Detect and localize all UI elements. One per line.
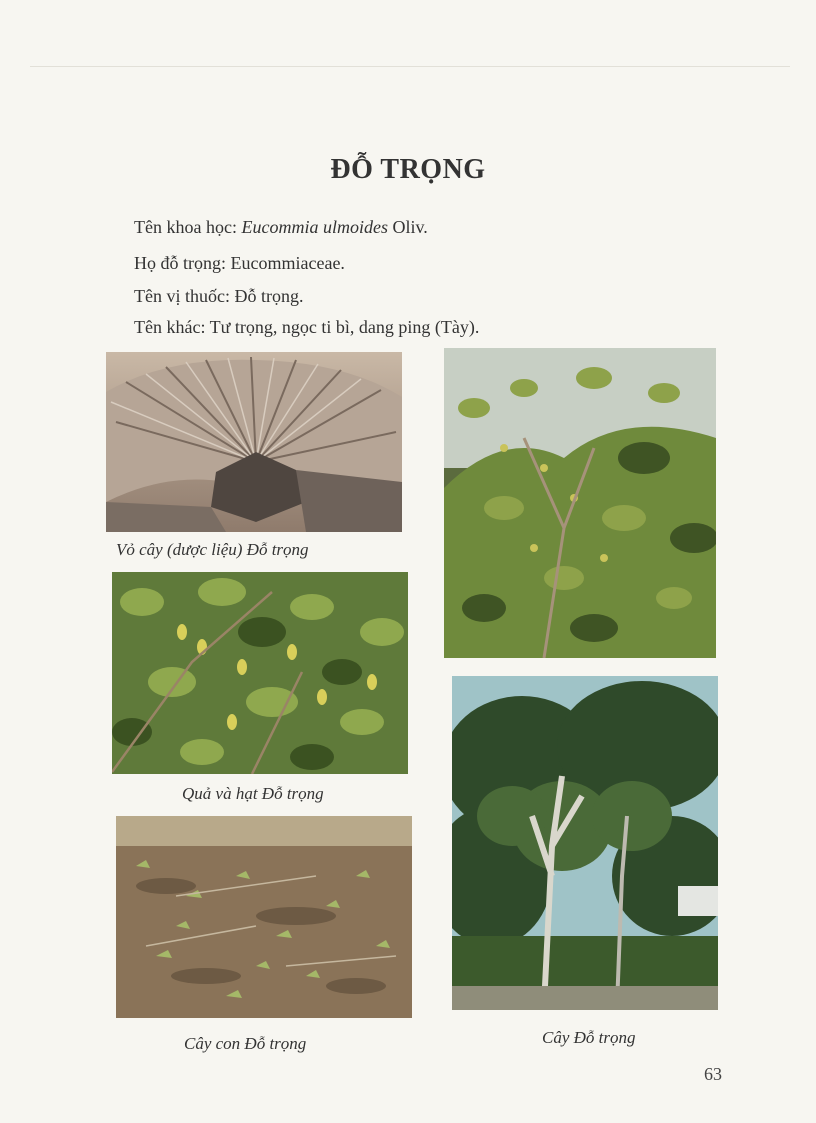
scientific-name: Eucommia ulmoides	[241, 217, 388, 237]
seedling-photo	[116, 816, 412, 1018]
seedling-caption: Cây con Đỗ trọng	[184, 1034, 307, 1053]
tree-caption: Cây Đỗ trọng	[542, 1028, 636, 1047]
fruit-photo	[112, 572, 408, 774]
other-names-line: Tên khác: Tư trọng, ngọc ti bì, dang ping (Tày).	[134, 317, 480, 337]
page-edge-line	[30, 66, 790, 67]
family-line: Họ đỗ trọng: Eucommiaceae.	[134, 253, 345, 273]
fruit-caption: Quả và hạt Đỗ trọng	[182, 784, 324, 803]
scientific-name-line	[134, 217, 428, 238]
leaves-photo	[444, 348, 716, 658]
bark-photo	[106, 352, 402, 532]
drug-name-line: Tên vị thuốc: Đỗ trọng.	[134, 286, 304, 306]
tree-photo	[452, 676, 718, 1010]
scientific-name-label: Tên khoa học:	[134, 217, 242, 237]
bark-caption: Vỏ cây (dược liệu) Đỗ trọng	[116, 540, 309, 559]
scientific-author: Oliv.	[387, 217, 428, 237]
page-title: ĐỖ TRỌNG	[330, 154, 486, 185]
page-number: 63	[704, 1064, 722, 1084]
